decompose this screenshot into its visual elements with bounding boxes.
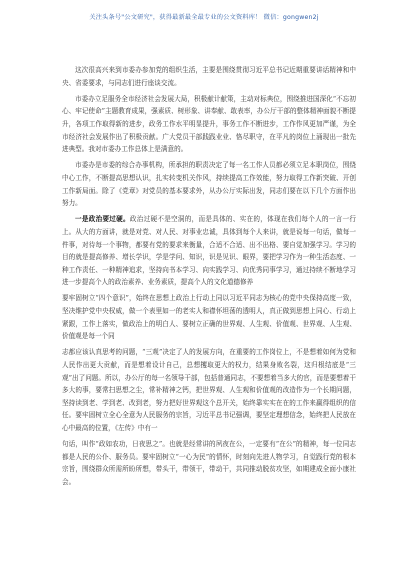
document-body bbox=[62, 64, 356, 492]
paragraph-text: 市委办立足服务全市经济社会发展大局，积极献计献策，主动对标典位，围绕推进国深化“不忘初心、牢记使命”主题教育成果，强素质、树形象、讲奉献、敢表率，办公厅干部的整体精神面貌不断提升，各项工作取得新的进步，政务工作水平明显提升，事务工作不断进步，工作作风更加严谨，为全市经济社会发展作出了积极贡献。广大党员干部践践业业、恪尽职守，在平凡的岗位上涌现出一批先进典型。我对市委办工作总体上是满意的。 bbox=[62, 94, 356, 154]
paragraph-text: 句话，叫作“政如农功，日夜思之”。也就是经常讲的夙夜在公，一定要有“在公”的精神，每一位同志都是人民的公仆、服务员。要牢固树立“一心为民”的情怀，时刻向先进人物学习，自觉践行党的根本宗旨，围绕群众所需所盼所想，带头干，带领干，带动干，共同推动脱贫攻坚，如期建成全面小康社会。 bbox=[62, 440, 356, 486]
paragraph-text: 这次很高兴来到市委办参加党的组织生活，主要是围绕贯彻习近平总书记近期重要讲话精神和中央、省委要求，与同志们进行座谈交流。 bbox=[62, 66, 356, 87]
paragraph bbox=[62, 93, 356, 156]
paragraph bbox=[62, 292, 356, 342]
paragraph bbox=[62, 346, 356, 434]
paragraph-text: 市委办是市委的综合办事机构，所承担的职责决定了每一名工作人员都必须立足本职岗位，围绕中心工作，不断提高思想认识，扎实转变机关作风，持续提高工作效能，努力取得工作新突破、开创工作新局面。除了《党章》对党员的基本要求外，从办公厅实际出发，同志们要在以下几个方面作出努力。 bbox=[62, 161, 356, 208]
paragraph bbox=[62, 64, 356, 89]
paragraph bbox=[62, 438, 356, 488]
paragraph-text: 要牢固树立“四个意识”，始终在思想上政治上行动上同以习近平同志为核心的党中央保持高度一致，坚决维护党中央权威，做一个表里如一的老实人和襟怀坦荡的透明人，真正做到思想上同心、行动上紧跟，工作上落实，做政治上的明白人、要树立正确的世界观、人生观、价值观、世界观、人生观、价值观是每一个同 bbox=[62, 294, 356, 341]
paragraph bbox=[62, 213, 356, 289]
paragraph-text: 志都应该认真思考的问题，“三观”决定了人的发展方向，在重要的工作岗位上，不是想着如何为党和人民作出更大贡献，而是想着设计自己，总想攫取更大的权力，结果身败名裂，这归根结底是“三观”出了问题。所以，办公厅的每一名领导干部，包括普通同志，不要想着当多大的官，而是要想着干多大的事，要常扫思想之尘，常补精神之钙，把世界观、人生观和价值观的改造作为一个长期问题，坚持读到老、学到老、改到老，努力把好世界观这个总开关，始终靠实实在在的工作来赢得组织的信任。要牢固树立全心全意为人民服务的宗旨，习近平总书记强调，要坚定理想信念，始终把人民放在心中最高的位置，《左传》中有一 bbox=[62, 348, 356, 432]
paragraph-text: 政治过硬不是空洞的，而是具体的、实在的，体现在我们每个人的一言一行上。从大的方面讲，就是对党、对人民、对事业忠诚，具体到每个人来讲，就是说每一句话，做每一件事，对待每一个事物，都要有党的要求来衡量，合适不合适、出不出格、要自觉加强学习。学习的目的就是提高修养、增长学识，学是学问、知识，识是见识、眼界，要把学习作为一种生活态度、一种工作责任、一种精神追求，坚持向书本学习、向实践学习、向优秀同事学习，通过持续不断地学习进一步提高个人的政治素养、业务素质，提高个人的文化道德修养 bbox=[62, 215, 357, 287]
paragraph-lead: 一是政治要过硬。 bbox=[75, 215, 130, 224]
page-header-banner: 关注头条号"公文研究"，获得最新最全最专业的公文资料库！ 微信：gongwen2j bbox=[89, 14, 319, 21]
paragraph bbox=[62, 159, 356, 209]
